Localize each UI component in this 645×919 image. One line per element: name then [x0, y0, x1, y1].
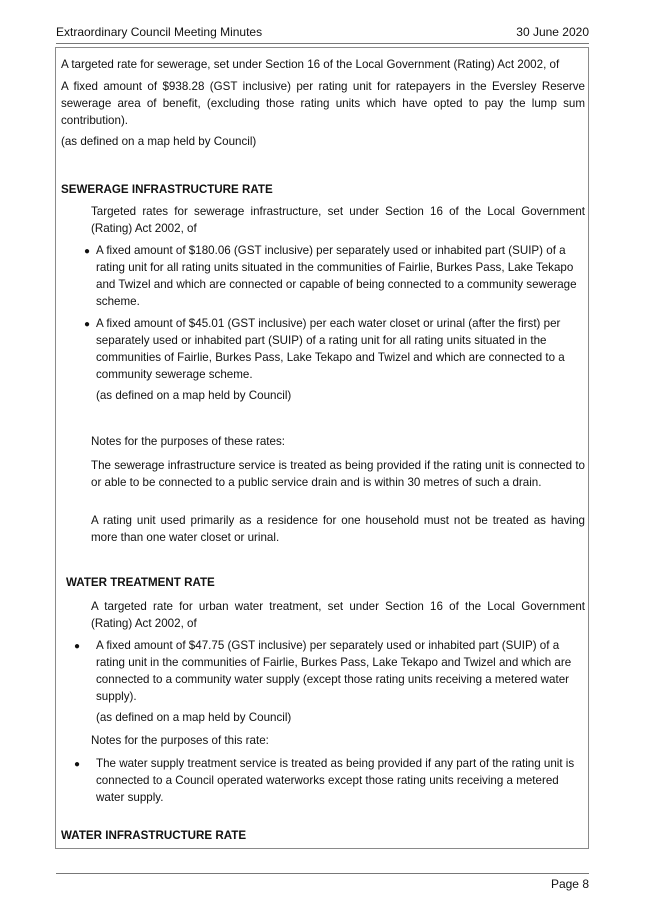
bullet-icon: ● [74, 641, 81, 652]
intro-defined-note: (as defined on a map held by Council) [61, 135, 257, 148]
water-treatment-defined-note: (as defined on a map held by Council) [96, 711, 292, 724]
sewerage-defined-note: (as defined on a map held by Council) [96, 389, 292, 402]
sewerage-bullet-1: A fixed amount of $180.06 (GST inclusive) per separately used or inhabited part (SUIP) of a rating unit for all rating units situated in the communities of Fairlie, Burkes Pass, Lake Tekapo and Twizel and which are connected or capable of being connected to a community sewerage scheme. [96, 244, 577, 308]
water-treatment-lead: A targeted rate for urban water treatment, set under Section 16 of the Local Government (Rating) Act 2002, of [91, 600, 585, 630]
sewerage-infrastructure-heading: SEWERAGE INFRASTRUCTURE RATE [61, 183, 273, 196]
page-number: Page 8 [550, 877, 589, 891]
document-title: Extraordinary Council Meeting Minutes [56, 25, 263, 39]
water-treatment-bullet-2: The water supply treatment service is treated as being provided if any part of the rating unit is connected to a Council operated waterworks except those rating units receiving a metered water supply. [96, 757, 575, 804]
document-date: 30 June 2020 [516, 25, 589, 39]
sewerage-note-1: The sewerage infrastructure service is treated as being provided if the rating unit is connected to or able to be connected to a public service drain and is within 30 metres of such a drain. [91, 459, 585, 489]
sewerage-infrastructure-lead: Targeted rates for sewerage infrastructure, set under Section 16 of the Local Government (Rating) Act 2002, of [91, 205, 585, 235]
sewerage-notes-heading: Notes for the purposes of these rates: [91, 435, 285, 448]
footer-divider [56, 873, 589, 874]
bullet-icon: ● [74, 759, 81, 770]
bullet-icon: ● [84, 319, 91, 330]
intro-paragraph-2: A fixed amount of $938.28 (GST inclusive) per rating unit for ratepayers in the Eversley Reserve sewerage area of benefit, (excluding those rating units which have opted to pay the lump sum contribution). [61, 80, 585, 127]
sewerage-note-2: A rating unit used primarily as a residence for one household must not be treated as having more than one water closet or urinal. [91, 514, 585, 544]
water-treatment-heading: WATER TREATMENT RATE [66, 576, 215, 589]
sewerage-bullet-2: A fixed amount of $45.01 (GST inclusive) per each water closet or urinal (after the first) per separately used or inhabited part (SUIP) of a rating unit for all rating units situated in the communities of Fairlie, Burkes Pass, Lake Tekapo and Twizel and which are connected to a community sewerage scheme. [96, 317, 565, 381]
header-divider [56, 43, 589, 44]
water-treatment-bullet-1: A fixed amount of $47.75 (GST inclusive) per separately used or inhabited part (SUIP) of a rating unit in the communities of Fairlie, Burkes Pass, Lake Tekapo and Twizel and which are connected to a community water supply (except those rating units receiving a metered water supply). [96, 639, 572, 703]
page-header [56, 24, 589, 40]
bullet-icon: ● [84, 246, 91, 257]
intro-paragraph-1: A targeted rate for sewerage, set under Section 16 of the Local Government (Rating) Act 2002, of [61, 58, 560, 71]
water-treatment-notes-heading: Notes for the purposes of this rate: [91, 734, 269, 747]
water-infrastructure-heading: WATER INFRASTRUCTURE RATE [61, 829, 247, 842]
